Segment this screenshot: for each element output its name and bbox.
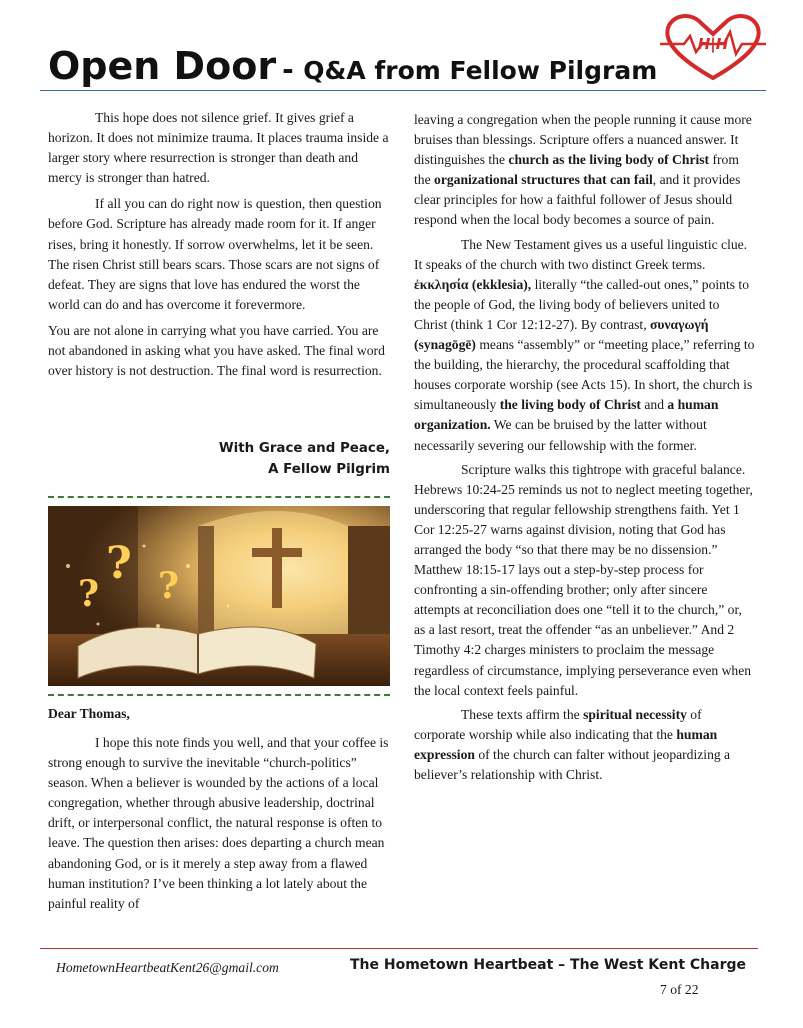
text-run: of corporate worship while also indicating that the bbox=[414, 706, 702, 742]
emphasis-living-body: church as the living body of Christ bbox=[508, 152, 710, 168]
footer-email: HometownHeartbeatKent26@gmail.com bbox=[56, 960, 279, 975]
footer-publication: The Hometown Heartbeat – The West Kent Charge bbox=[350, 957, 747, 973]
paragraph-question: If all you can do right now is question, then question before God. Scripture has already made room for it. If anger rises, bring it honestly. If sorrow overwhelms, let it be seen. The risen Christ still bears scars. Those scars are not signs of defeat. They are signs that love has endured the worst the world can do and has overcome it forevermore. bbox=[48, 196, 382, 312]
text-run: literally “the called-out ones,” points to the people of God, the living body of believers united to Christ (think 1 Cor 12:12-27). By contrast, bbox=[414, 276, 749, 332]
paragraph-nuanced-answer bbox=[414, 110, 756, 231]
emphasis-living-body-2: the living body of Christ bbox=[499, 397, 641, 413]
text-run: The New Testament gives us a useful linguistic clue. It speaks of the church with two distinct Greek terms. bbox=[414, 236, 748, 272]
dashed-divider bbox=[48, 496, 390, 498]
svg-text:?: ? bbox=[158, 565, 180, 607]
logo-text: H|H bbox=[697, 35, 729, 53]
emphasis-structures: organizational structures that can fail bbox=[434, 172, 653, 188]
emphasis-human-org: a human organization. bbox=[414, 397, 719, 433]
letter-paragraph: I hope this note finds you well, and that your coffee is strong enough to survive the inevitable “church-politics” season. When a believer is wounded by the actions of a local congregation, whether through abusive leadership, doctrinal drift, or interpersonal conflict, the natural response is often to leave. The question then arises: does departing a church mean abandoning God, or is it merely a step away from a flawed human institution? I’ve been thinking a lot lately about the painful reality of bbox=[48, 735, 389, 911]
emphasis-human-expression: human expression bbox=[414, 726, 718, 762]
letter-salutation: Dear Thomas, bbox=[48, 706, 130, 721]
dashed-divider-2 bbox=[48, 694, 390, 696]
right-column bbox=[414, 110, 756, 785]
heartbeat-logo-icon bbox=[658, 10, 768, 85]
text-run: leaving a congregation when the people running it cause more bruises than blessings. Scripture offers a nuanced answer. It distinguishes the bbox=[414, 112, 752, 168]
emphasis-ekklesia: ἐκκλησία (ekklesia), bbox=[414, 276, 532, 292]
text-run: means “assembly” or “meeting place,” referring to the building, the hierarchy, the procedural scaffolding that houses corporate worship (see Acts 15). In short, the church is simultaneously bbox=[414, 337, 755, 413]
text-run: We can be bruised by the latter without necessarily severing our fellowship with the former. bbox=[414, 417, 707, 453]
text-run: of the church can falter without jeopardizing a believer’s relationship with Christ. bbox=[414, 746, 731, 782]
signoff-line-1: With Grace and Peace, bbox=[218, 441, 390, 456]
paragraph-texts-affirm bbox=[414, 705, 756, 785]
text-run: , and it provides clear principles for how a faithful follower of Jesus should respond when the local body becomes a source of pain. bbox=[414, 172, 741, 228]
page-number: 7 of 22 bbox=[660, 982, 699, 997]
emphasis-spiritual-necessity: spiritual necessity bbox=[583, 706, 687, 722]
signoff bbox=[48, 438, 390, 480]
text-run: from the bbox=[414, 152, 739, 188]
title-separator: - bbox=[282, 53, 294, 86]
masthead bbox=[48, 40, 758, 96]
paragraph-hope: This hope does not silence grief. It gives grief a horizon. It does not minimize trauma. It places trauma inside a larger story where resurrection is stronger than death and mercy is stronger than hatred. bbox=[48, 110, 389, 186]
svg-text:?: ? bbox=[78, 573, 100, 615]
text-run: and bbox=[640, 397, 668, 413]
paragraph-not-alone: You are not alone in carrying what you have carried. You are not abandoned in asking what you have asked. The final word over history is not destruction. The final word is resurrection. bbox=[48, 322, 385, 379]
footer-rule bbox=[40, 948, 758, 949]
bible-doorway-illustration bbox=[48, 506, 390, 686]
text-run: These texts affirm the bbox=[461, 706, 584, 722]
emphasis-synagoge: συναγωγή (synagōgē) bbox=[414, 316, 709, 353]
svg-text:?: ? bbox=[106, 538, 132, 589]
title-main: Open Door bbox=[48, 44, 277, 88]
paragraph-tightrope: Scripture walks this tightrope with graceful balance. Hebrews 10:24-25 reminds us not to neglect meeting together, underscoring that regular fellowship strengthens faith. Yet 1 Cor 12:25-27 warns against division, noting that God has arranged the body “so that there may be no dissension.” Matthew 18:15-17 lays out a step-by-step process for confronting a sin-offending brother; only after sincere attempts at reconciliation does one “tell it to the church,” or, as a last resort, treat the offender “as an unbeliever.” And 2 Timothy 4:2 charges ministers to proclaim the message regardless of circumstance, implying perseverance even when the local context feels painful. bbox=[414, 461, 753, 698]
title-subtitle: Q&A from Fellow Pilgram bbox=[303, 56, 658, 85]
left-column bbox=[48, 108, 390, 381]
signoff-line-2: A Fellow Pilgrim bbox=[268, 462, 390, 477]
paragraph-greek-terms bbox=[414, 235, 756, 456]
page-title bbox=[48, 44, 657, 88]
letter-body bbox=[48, 733, 390, 914]
header-rule bbox=[40, 90, 766, 91]
